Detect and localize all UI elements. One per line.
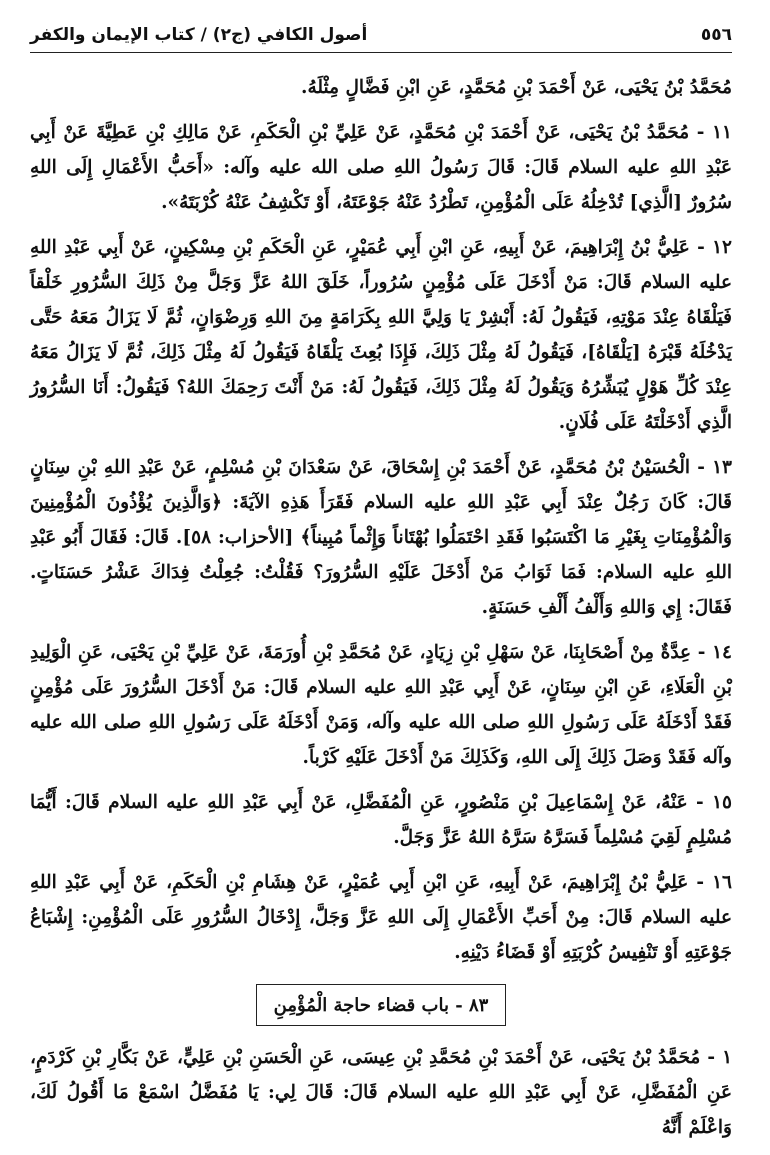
- page-body: [30, 70, 732, 1155]
- hadith-paragraph: ١٣ - الْحُسَيْنُ بْنُ مُحَمَّدٍ، عَنْ أَحْمَدَ بْنِ إِسْحَاقَ، عَنْ سَعْدَانَ بْنِ مُسْلِمٍ، عَنْ عَبْدِ اللهِ بْنِ سِنَانٍ قَالَ: كَانَ رَجُلٌ عِنْدَ أَبِي عَبْدِ اللهِ عليه السلام فَقَرَأَ هَذِهِ الآيَةَ: ﴿وَالَّذِينَ يُؤْذُونَ الْمُؤْمِنِينَ وَالْمُؤْمِنَاتِ بِغَيْرِ مَا اكْتَسَبُوا فَقَدِ احْتَمَلُوا بُهْتَاناً وَإِثْماً مُبِيناً﴾ [الأحزاب: ٥٨]. قَالَ: فَقَالَ أَبُو عَبْدِ اللهِ عليه السلام: فَمَا ثَوَابُ مَنْ أَدْخَلَ عَلَيْهِ السُّرُورَ؟ فَقُلْتُ: جُعِلْتُ فِدَاكَ عَشْرُ حَسَنَاتٍ. فَقَالَ: إِي وَاللهِ وَأَلْفُ أَلْفِ حَسَنَةٍ.: [30, 457, 732, 618]
- hadith-paragraph: ١٦ - عَلِيُّ بْنُ إِبْرَاهِيمَ، عَنْ أَبِيهِ، عَنِ ابْنِ أَبِي عُمَيْرٍ، عَنْ هِشَامِ بْنِ الْحَكَمِ، عَنْ أَبِي عَبْدِ اللهِ عليه السلام قَالَ: مِنْ أَحَبِّ الأَعْمَالِ إِلَى اللهِ عَزَّ وَجَلَّ، إِدْخَالُ السُّرُورِ عَلَى الْمُؤْمِنِ: إِشْبَاعُ جَوْعَتِهِ أَوْ تَنْفِيسُ كُرْبَتِهِ أَوْ قَضَاءُ دَيْنِهِ.: [30, 872, 732, 963]
- chapter-first-paragraph: ١ - مُحَمَّدُ بْنُ يَحْيَى، عَنْ أَحْمَدَ بْنِ مُحَمَّدِ بْنِ عِيسَى، عَنِ الْحَسَنِ بْنِ عَلِيٍّ، عَنْ بَكَّارِ بْنِ كَرْدَمٍ، عَنِ الْمُفَضَّلِ، عَنْ أَبِي عَبْدِ اللهِ عليه السلام قَالَ: قَالَ لِي: يَا مُفَضَّلُ اسْمَعْ مَا أَقُولُ لَكَ، وَاعْلَمْ أَنَّهُ: [30, 1047, 732, 1138]
- hadith-paragraph: ١٢ - عَلِيُّ بْنُ إِبْرَاهِيمَ، عَنْ أَبِيهِ، عَنِ ابْنِ أَبِي عُمَيْرٍ، عَنِ الْحَكَمِ بْنِ مِسْكِينٍ، عَنْ أَبِي عَبْدِ اللهِ عليه السلام قَالَ: مَنْ أَدْخَلَ عَلَى مُؤْمِنٍ سُرُوراً، خَلَقَ اللهُ عَزَّ وَجَلَّ مِنْ ذَلِكَ السُّرُورِ خَلْقاً فَيَلْقَاهُ عِنْدَ مَوْتِهِ، فَيَقُولُ لَهُ: أَبْشِرْ يَا وَلِيَّ اللهِ بِكَرَامَةٍ مِنَ اللهِ وَرِضْوَانٍ، ثُمَّ لَا يَزَالُ مَعَهُ حَتَّى يَدْخُلَهُ قَبْرَهُ [يَلْقَاهُ]، فَيَقُولُ لَهُ مِثْلَ ذَلِكَ، فَإِذَا بُعِثَ يَلْقَاهُ فَيَقُولُ لَهُ مِثْلَ ذَلِكَ، ثُمَّ لَا يَزَالُ مَعَهُ عِنْدَ كُلِّ هَوْلٍ يُبَشِّرُهُ وَيَقُولُ لَهُ مِثْلَ ذَلِكَ، فَيَقُولُ لَهُ: مَنْ أَنْتَ رَحِمَكَ اللهُ؟ فَيَقُولُ: أَنَا السُّرُورُ الَّذِي أَدْخَلْتَهُ عَلَى فُلَانٍ.: [30, 237, 732, 433]
- page-header: [30, 18, 732, 53]
- hadith-paragraph: مُحَمَّدُ بْنُ يَحْيَى، عَنْ أَحْمَدَ بْنِ مُحَمَّدٍ، عَنِ ابْنِ فَضَّالٍ مِثْلَهُ.: [301, 77, 732, 98]
- page-number: ٥٥٦: [700, 25, 732, 45]
- running-title: أصول الكافي (ج٢) / كتاب الإيمان والكفر: [30, 25, 368, 45]
- chapter-heading: ٨٣ - باب قضاء حاجة الْمُؤْمِنِ: [256, 984, 506, 1026]
- hadith-paragraph: ١٥ - عَنْهُ، عَنْ إِسْمَاعِيلَ بْنِ مَنْصُورٍ، عَنِ الْمُفَضَّلِ، عَنْ أَبِي عَبْدِ اللهِ عليه السلام قَالَ: أَيُّمَا مُسْلِمٍ لَقِيَ مُسْلِماً فَسَرَّهُ سَرَّهُ اللهُ عَزَّ وَجَلَّ.: [30, 792, 732, 848]
- hadith-paragraph: ١١ - مُحَمَّدُ بْنُ يَحْيَى، عَنْ أَحْمَدَ بْنِ مُحَمَّدٍ، عَنْ عَلِيِّ بْنِ الْحَكَمِ، عَنْ مَالِكِ بْنِ عَطِيَّةَ عَنْ أَبِي عَبْدِ اللهِ عليه السلام قَالَ: قَالَ رَسُولُ اللهِ صلى الله عليه وآله: «أَحَبُّ الأَعْمَالِ إِلَى اللهِ سُرُورٌ [الَّذِي] تُدْخِلُهُ عَلَى الْمُؤْمِنِ، تَطْرُدُ عَنْهُ جَوْعَتَهُ، أَوْ تَكْشِفُ عَنْهُ كُرْبَتَهُ».: [30, 122, 732, 213]
- hadith-paragraph: ١٤ - عِدَّةٌ مِنْ أَصْحَابِنَا، عَنْ سَهْلِ بْنِ زِيَادٍ، عَنْ مُحَمَّدِ بْنِ أُورَمَةَ، عَنْ عَلِيِّ بْنِ يَحْيَى، عَنِ الْوَلِيدِ بْنِ الْعَلَاءِ، عَنِ ابْنِ سِنَانٍ، عَنْ أَبِي عَبْدِ اللهِ عليه السلام قَالَ: مَنْ أَدْخَلَ السُّرُورَ عَلَى مُؤْمِنٍ فَقَدْ أَدْخَلَهُ عَلَى رَسُولِ اللهِ صلى الله عليه وآله، وَمَنْ أَدْخَلَهُ عَلَى رَسُولِ اللهِ صلى الله عليه وآله فَقَدْ وَصَلَ ذَلِكَ إِلَى اللهِ، وَكَذَلِكَ مَنْ أَدْخَلَ عَلَيْهِ كَرْباً.: [30, 642, 732, 768]
